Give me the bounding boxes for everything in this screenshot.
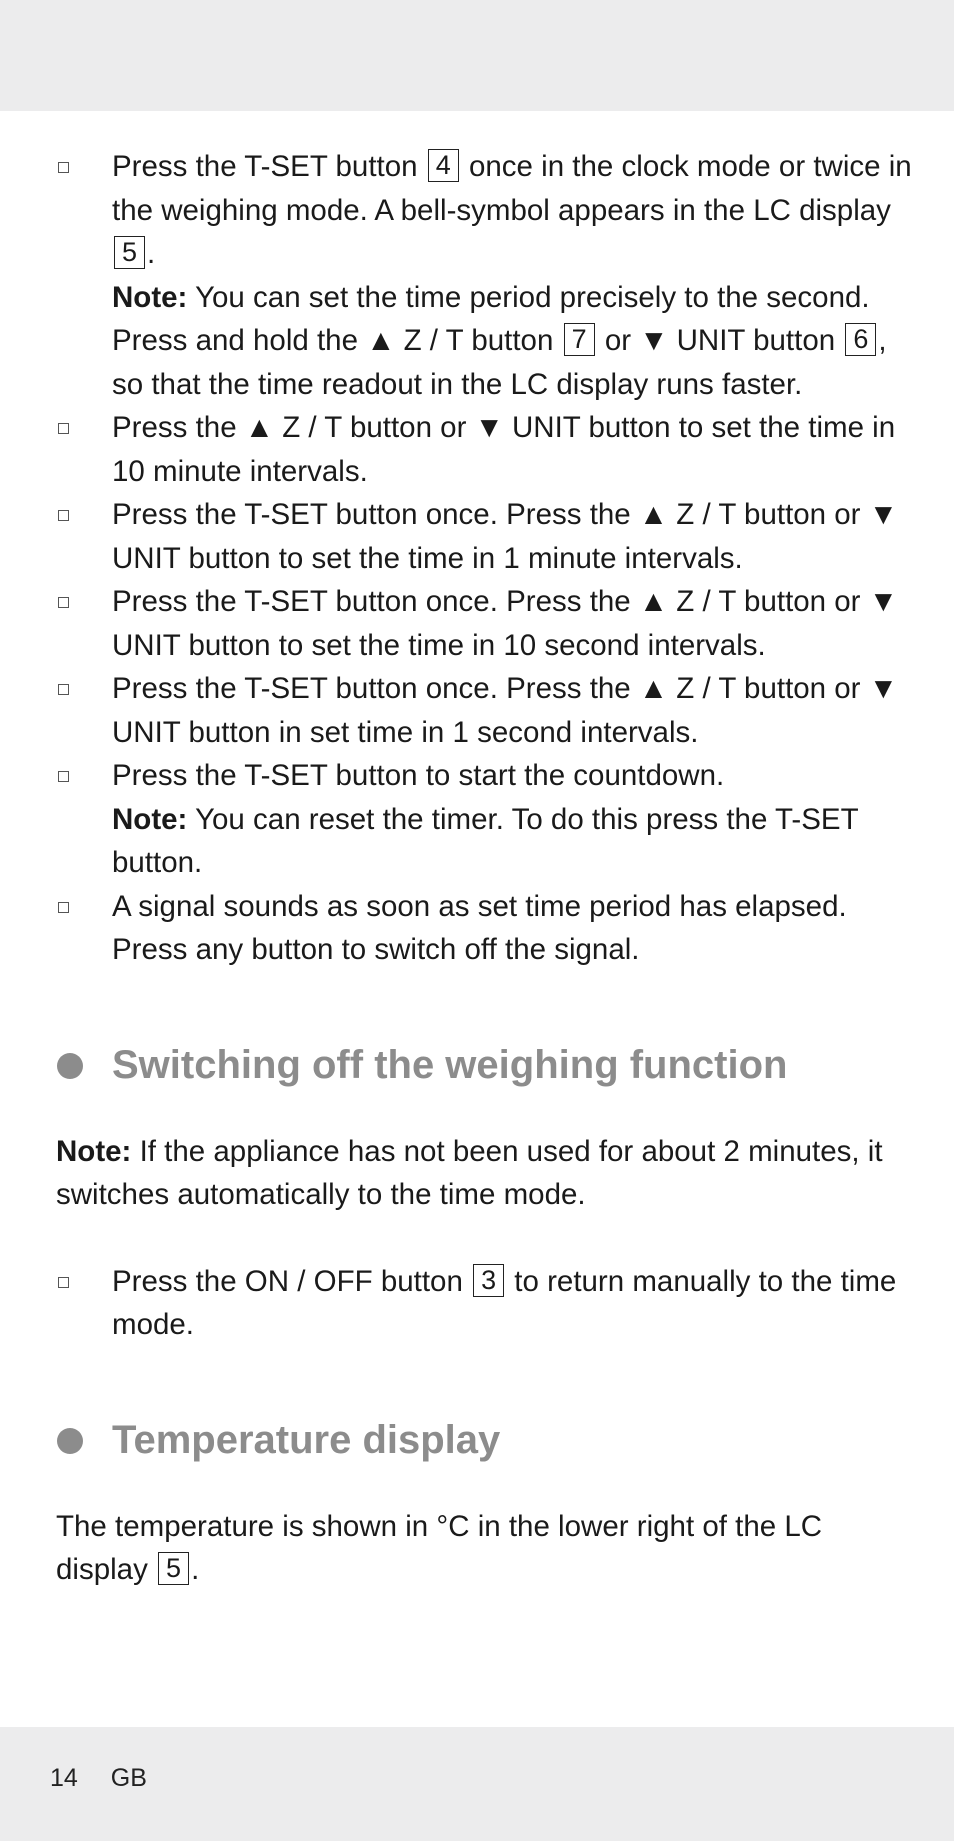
section-heading: Temperature display: [56, 1415, 916, 1465]
checkbox-icon: [58, 510, 69, 521]
temperature-paragraph: The temperature is shown in °C in the lower right of the LC display 5 .: [56, 1509, 823, 1586]
list-item: Press the T-SET button to start the countdown. Note: You can reset the timer. To do this press the T-SET button.: [56, 754, 916, 885]
part-number-badge: 6: [845, 323, 876, 356]
page-number: 14: [50, 1764, 78, 1792]
checkbox-icon: [58, 1277, 69, 1288]
section-heading: Switching off the weighing function: [56, 1040, 916, 1090]
list-item: Press the T-SET button 4 once in the clock mode or twice in the weighing mode. A bell-symbol appears in the LC display 5 . Note: You can set the time period precisely to the second. Press and hold the ▲ Z / T button 7 or ▼ UNIT button 6 , so that the time readout in the LC display runs faster.: [56, 145, 916, 406]
checkbox-icon: [58, 902, 69, 913]
list-item: Press the ▲ Z / T button or ▼ UNIT button to set the time in 10 minute intervals.: [56, 406, 916, 493]
filled-circle-icon: [57, 1428, 83, 1454]
part-number-badge: 4: [428, 149, 459, 182]
list-item: Press the T-SET button once. Press the ▲ Z / T button or ▼ UNIT button to set the time in 1 minute intervals.: [56, 493, 916, 580]
checkbox-icon: [58, 684, 69, 695]
note-label: Note:: [112, 802, 188, 836]
part-number-badge: 5: [114, 236, 145, 269]
page-footer: [50, 1764, 173, 1793]
filled-circle-icon: [57, 1053, 83, 1079]
note-paragraph: Note: If the appliance has not been used for about 2 minutes, it switches automatically to the time mode.: [56, 1134, 883, 1211]
part-number-badge: 5: [158, 1552, 189, 1585]
part-number-badge: 7: [564, 323, 595, 356]
list-item: Press the ON / OFF button 3 to return manually to the time mode.: [56, 1260, 916, 1347]
list-item: A signal sounds as soon as set time period has elapsed. Press any button to switch off the signal.: [56, 885, 916, 972]
checkbox-icon: [58, 597, 69, 608]
note-label: Note:: [56, 1134, 132, 1168]
list-item: Press the T-SET button once. Press the ▲ Z / T button or ▼ UNIT button to set the time in 10 second intervals.: [56, 580, 916, 667]
checkbox-icon: [58, 423, 69, 434]
page-content: [56, 145, 916, 1592]
part-number-badge: 3: [473, 1264, 504, 1297]
header-band: [0, 0, 954, 111]
list-item: Press the T-SET button once. Press the ▲ Z / T button or ▼ UNIT button in set time in 1 second intervals.: [56, 667, 916, 754]
checkbox-icon: [58, 771, 69, 782]
checkbox-icon: [58, 162, 69, 173]
note-label: Note:: [112, 280, 188, 314]
language-code: GB: [110, 1764, 147, 1792]
